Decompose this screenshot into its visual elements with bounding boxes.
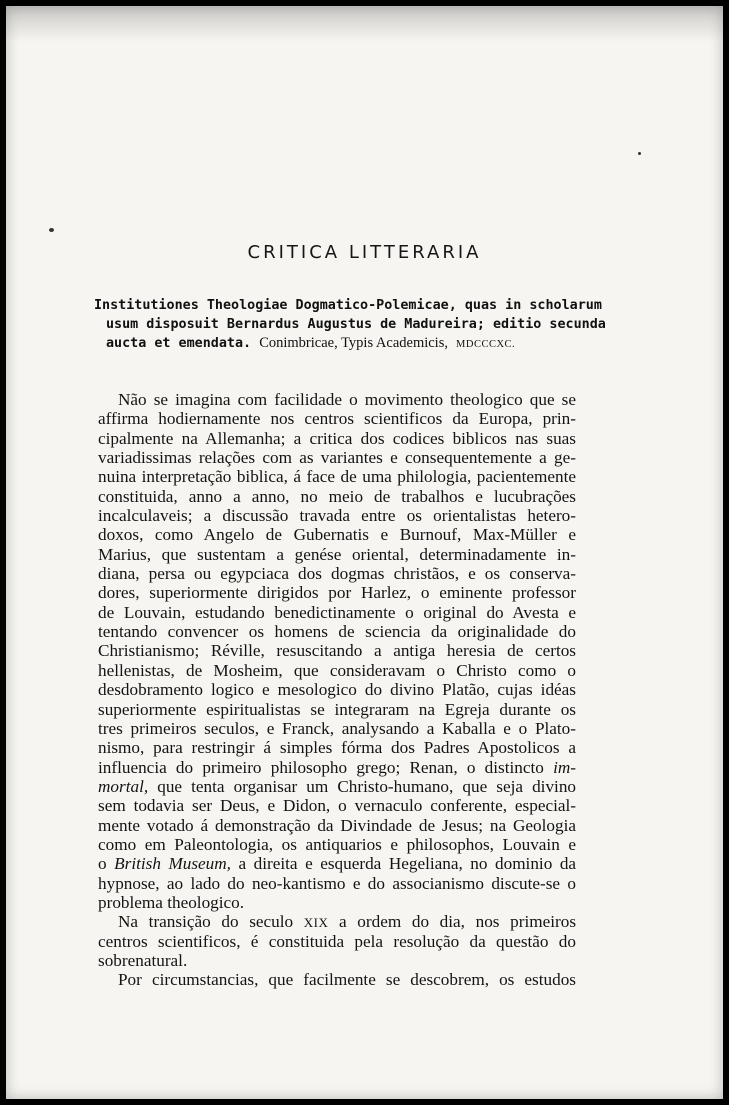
- text-line: [98, 777, 576, 796]
- italic-text: im-: [553, 757, 577, 777]
- text-line: Não se imagina com facilidade o movimento theologico que se: [118, 390, 576, 409]
- citation-year: MDCCCXC.: [456, 339, 516, 350]
- text-line: affirma hodiernamente nos centros scientificos da Europa, prin-: [98, 409, 576, 429]
- text-line: cipalmente na Allemanha; a critica dos codices biblicos nas suas: [98, 428, 576, 448]
- text-line: mente votado á demonstração da Divindade de Jesus; na Geologia: [98, 815, 576, 835]
- text-line: hypnose, ao lado do neo-kantismo e do associanismo discute-se o: [98, 873, 576, 893]
- text-line: diana, persa ou egypciaca dos dogmas christãos, e os conserva-: [98, 564, 576, 584]
- citation-edition: aucta et emendata.: [106, 336, 252, 351]
- ink-speck: [49, 228, 54, 232]
- text-line: como em Paleontologia, os antiquarios e philosophos, Louvain e: [98, 834, 576, 854]
- text-line: [98, 854, 576, 873]
- italic-text: mortal,: [98, 776, 149, 796]
- text-line: [98, 912, 576, 931]
- century-numeral: XIX: [303, 915, 329, 931]
- article-body: [98, 390, 576, 990]
- text-run: a direita e esquerda Hegeliana, no dominio da: [238, 854, 577, 874]
- text-run: o: [98, 854, 107, 874]
- citation-line: usum disposuit Bernardus Augustus de Madureira; editio secunda: [106, 317, 606, 332]
- text-line: sobrenatural.: [98, 950, 188, 970]
- text-line: dores, superiormente dirigidos por Harlez, o eminente professor: [98, 583, 576, 603]
- text-line: incalculaveis; a discussão travada entre os orientalistas hetero-: [98, 506, 576, 526]
- text-line: tres primeiros seculos, e Franck, analysando a Kaballa e o Plato-: [98, 718, 576, 738]
- article-title: CRITICA LITTERARIA: [247, 242, 482, 263]
- text-line: desdobramento logico e mesologico do divino Platão, cujas idéas: [98, 680, 576, 700]
- text-line: Christianismo; Réville, resuscitando a antiga heresia de certos: [98, 641, 576, 661]
- text-run: Na transição do seculo: [118, 912, 294, 932]
- text-line: sem todavia ser Deus, e Didon, o vernaculo conferente, especial-: [98, 796, 576, 816]
- text-run: influencia do primeiro philosopho grego; Renan, o distincto: [98, 757, 544, 777]
- text-line: variadissimas relações com as variantes e consequentemente a ge-: [98, 448, 576, 468]
- text-line: problema theologico.: [98, 892, 245, 912]
- text-run: que tenta organisar um Christo-humano, que seja divino: [157, 776, 577, 796]
- text-line: centros scientificos, é constituida pela resolução da questão do: [98, 931, 576, 951]
- text-line: nismo, para restringir á simples fórma dos Padres Apostolicos a: [98, 738, 576, 758]
- text-line: tentando convencer os homens de sciencia da originalidade do: [98, 622, 576, 642]
- ink-speck: [638, 152, 641, 155]
- text-run: a ordem do dia, nos primeiros: [339, 912, 577, 932]
- italic-text: British Museum,: [114, 854, 231, 874]
- book-citation: [94, 296, 606, 354]
- text-line: constituida, anno a anno, no meio de trabalhos e lucubrações: [98, 486, 576, 506]
- text-line: [98, 758, 576, 777]
- citation-line: Institutiones Theologiae Dogmatico-Polemicae, quas in scholarum: [94, 298, 602, 313]
- scanned-page: [6, 6, 723, 1099]
- text-line: doxos, como Angelo de Gubernatis e Burnouf, Max-Müller e: [98, 525, 576, 545]
- text-line: Marius, que sustentam a genése oriental, determinadamente in-: [98, 544, 576, 564]
- text-line: hellenistas, de Mosheim, que consideravam o Christo como o: [98, 660, 576, 680]
- citation-line: [94, 334, 574, 354]
- citation-publisher: Conimbricae, Typis Academicis,: [259, 335, 448, 351]
- text-line: nuina interpretação biblica, á face de uma philologia, pacientemente: [98, 467, 576, 487]
- scan-shadow: [6, 6, 723, 42]
- text-line: de Louvain, estudando benedictinamente o original do Avesta e: [98, 602, 576, 622]
- text-line: superiormente espiritualistas se integraram na Egreja durante os: [98, 699, 576, 719]
- text-line: Por circumstancias, que facilmente se descobrem, os estudos: [118, 970, 576, 990]
